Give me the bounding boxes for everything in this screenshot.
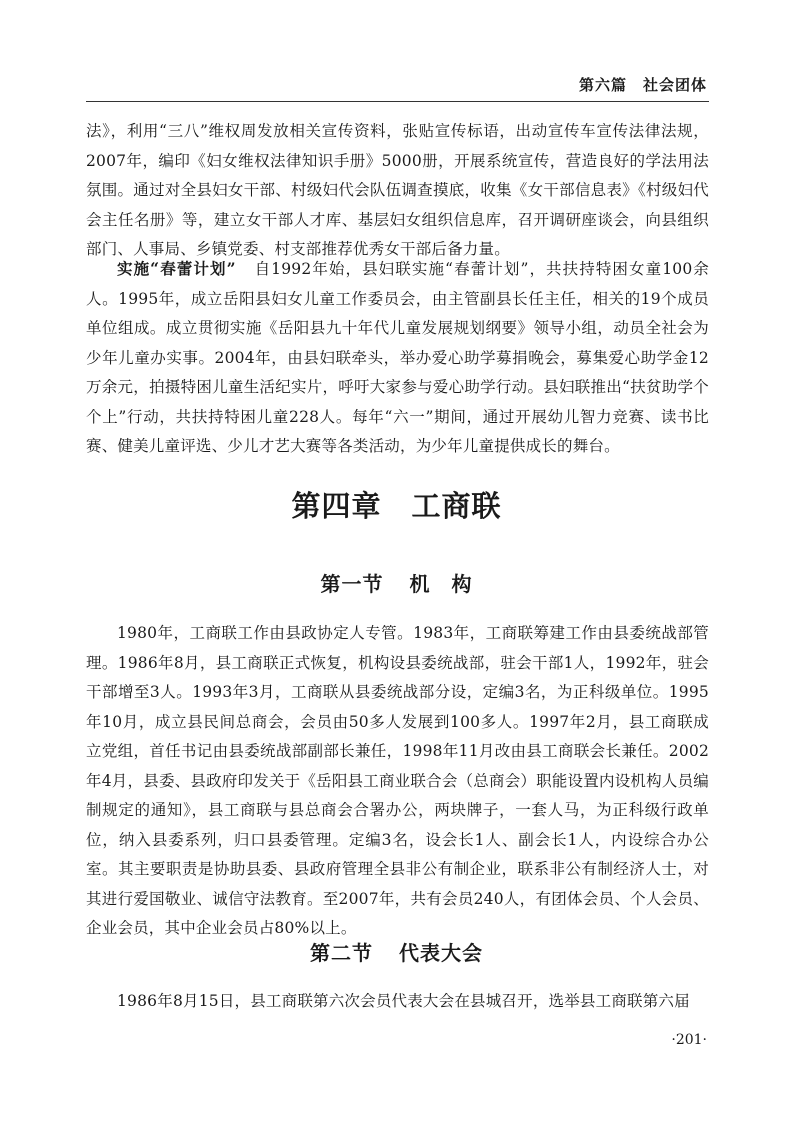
section-2-title: 代表大会 — [399, 941, 483, 965]
paragraph-spring-bud-text: 自1992年始，县妇联实施“春蕾计划”，共扶持特困女童100余人。1995年，成立岳阳县妇女儿童工作委员会，由主管副县长任主任，相关的19个成员单位组成。成立贯彻实施《岳阳县九十年代儿童发展规划纲要》领导小组，动员全社会为少年儿童办实事。2004年，由县妇联牵头，举办爱心助学募捐晚会，募集爱心助学金12万余元，拍摄特困儿童生活纪实片，呼吁大家参与爱心助学行动。县妇联推出“扶贫助学个个上”行动，共扶持特困儿童228人。每年“六一”期间，通过开展幼儿智力竞赛、读书比赛、健美儿童评选、少儿才艺大赛等各类活动，为少年儿童提供成长的舞台。 — [86, 260, 709, 455]
page-number: ·201· — [671, 1032, 707, 1048]
section-1-paragraph: 1980年，工商联工作由县政协定人专管。1983年，工商联筹建工作由县委统战部管理。1986年8月，县工商联正式恢复，机构设县委统战部，驻会干部1人，1992年，驻会干部增至3人。1993年3月，工商联从县委统战部分设，定编3名，为正科级单位。1995年10月，成立县民间总商会，会员由50多人发展到100多人。1997年2月，县工商联成立党组，首任书记由县委统战部副部长兼任，1998年11月改由县工商联会长兼任。2002年4月，县委、县政府印发关于《岳阳县工商业联合会（总商会）职能设置内设机构人员编制规定的通知》，县工商联与县总商会合署办公，两块牌子，一套人马，为正科级行政单位，纳入县委系列，归口县委管理。定编3名，设会长1人、副会长1人，内设综合办公室。其主要职责是协助县委、县政府管理全县非公有制企业，联系非公有制经济人士，对其进行爱国敬业、诚信守法教育。至2007年，共有会员240人，有团体会员、个人会员、企业会员，其中企业会员占80%以上。 — [86, 624, 709, 937]
header-rule — [86, 101, 709, 102]
chapter-title: 第四章 工商联 — [291, 489, 502, 523]
running-header: 第六篇 社会团体 — [578, 76, 707, 94]
paragraph-continued: 法》，利用“三八”维权周发放相关宣传资料，张贴宣传标语，出动宣传车宣传法律法规，2007年，编印《妇女维权法律知识手册》5000册，开展系统宣传，营造良好的学法用法氛围。通过对全县妇女干部、村级妇代会队伍调查摸底，收集《女干部信息表》《村级妇代会主任名册》等，建立女干部人才库、基层妇女组织信息库，召开调研座谈会，向县组织部门、人事局、乡镇党委、村支部推荐优秀女干部后备力量。 — [86, 122, 709, 258]
section-2-paragraph: 1986年8月15日，县工商联第六次会员代表大会在县城召开，选举县工商联第六届 — [117, 992, 690, 1010]
section-2-number: 第二节 — [310, 941, 373, 965]
paragraph-lead-heading: 实施“春蕾计划” — [117, 259, 236, 278]
section-1-title: 机 构 — [409, 572, 473, 596]
section-1-heading — [0, 568, 793, 597]
paragraph-spring-bud-plan — [86, 254, 709, 462]
section-1-number: 第一节 — [320, 572, 384, 596]
section-2-heading — [0, 937, 793, 966]
